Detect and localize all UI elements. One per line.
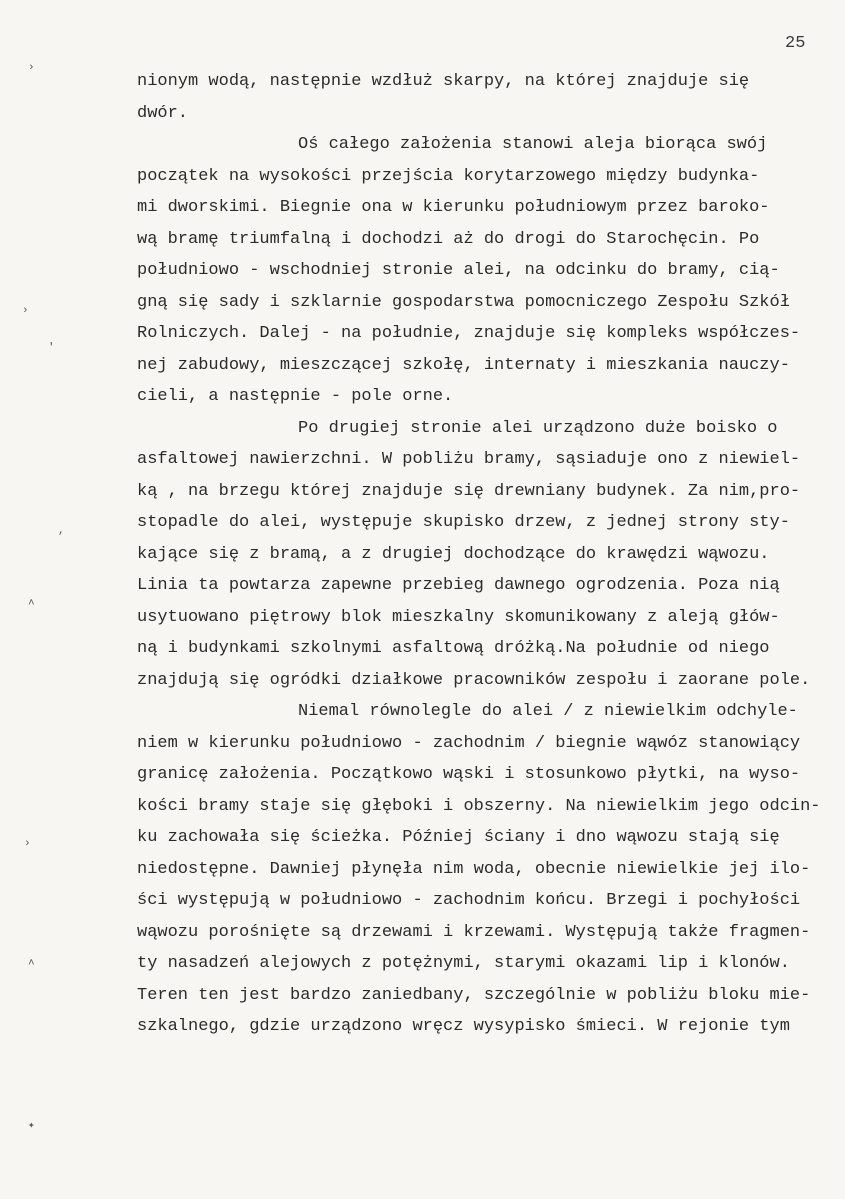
text-line: ku zachowała się ścieżka. Później ściany i dno wąwozu stają się [137,828,780,847]
text-line: dwór. [137,103,189,123]
margin-mark: ˄ [28,598,35,610]
text-line: usytuowano piętrowy blok mieszkalny skomunikowany z aleją głów- [137,607,780,627]
text-line: Niemal równolegle do alei / z niewielkim odchyle- [298,702,798,721]
text-line: granicę założenia. Początkowo wąski i stosunkowo płytki, na wyso- [137,765,801,784]
text-line: początek na wysokości przejścia korytarzowego między budynka- [137,166,760,186]
margin-mark: › [24,838,31,850]
text-line: gną się sady i szklarnie gospodarstwa pomocniczego Zespołu Szkół [137,292,790,312]
margin-mark: ✦ [28,1120,35,1132]
text-line: cieli, a następnie - pole orne. [137,387,454,406]
text-line: ną i budynkami szkolnymi asfaltową dróżką.Na południe od niego [137,639,770,658]
text-line: ści występują w południowo - zachodnim końcu. Brzegi i pochyłości [137,891,801,910]
text-line: asfaltowej nawierzchni. W pobliżu bramy, sąsiaduje ono z niewiel- [137,450,801,469]
text-line: nionym wodą, następnie wzdłuż skarpy, na której znajduje się [137,72,750,91]
text-line: niedostępne. Dawniej płynęła nim woda, obecnie niewielkie jej ilo- [137,859,811,879]
text-line: Linia ta powtarza zapewne przebieg dawnego ogrodzenia. Poza nią [137,576,780,595]
text-line: południowo - wschodniej stronie alei, na odcinku do bramy, cią- [137,261,780,280]
text-line: kające się z bramą, a z drugiej dochodzące do krawędzi wąwozu. [137,544,770,564]
text-line: Oś całego założenia stanowi aleja biorąca swój [298,135,768,154]
page-number: 25 [785,34,806,53]
text-line: ką , na brzegu której znajduje się drewniany budynek. Za nim,pro- [137,481,801,501]
text-line: niem w kierunku południowo - zachodnim / biegnie wąwóz stanowiący [137,733,801,753]
margin-mark: › [22,305,29,317]
text-line: mi dworskimi. Biegnie ona w kierunku południowym przez baroko- [137,198,770,217]
text-line: nej zabudowy, mieszczącej szkołę, internaty i mieszkania nauczy- [137,355,790,375]
text-line: znajdują się ogródki działkowe pracowników zespołu i zaorane pole. [137,670,811,690]
text-line: Rolniczych. Dalej - na południe, znajduje się kompleks współczes- [137,324,801,343]
text-line: wą bramę triumfalną i dochodzi aż do drogi do Starochęcin. Po [137,229,760,249]
margin-mark: › [28,62,35,74]
text-line: Po drugiej stronie alei urządzono duże boisko o [298,418,778,438]
text-line: wąwozu porośnięte są drzewami i krzewami. Występują także fragmen- [137,922,811,942]
text-line: ty nasadzeń alejowych z potężnymi, starymi okazami lip i klonów. [137,954,790,973]
margin-mark: , [58,525,65,537]
text-line: Teren ten jest bardzo zaniedbany, szczególnie w pobliżu bloku mie- [137,985,811,1005]
text-line: szkalnego, gdzie urządzono wręcz wysypisko śmieci. W rejonie tym [137,1017,790,1036]
text-line: kości bramy staje się głęboki i obszerny. Na niewielkim jego odcin- [137,796,821,816]
margin-mark: ˄ [28,958,35,970]
margin-mark: ' [48,342,55,354]
text-line: stopadle do alei, występuje skupisko drzew, z jednej strony sty- [137,513,790,532]
